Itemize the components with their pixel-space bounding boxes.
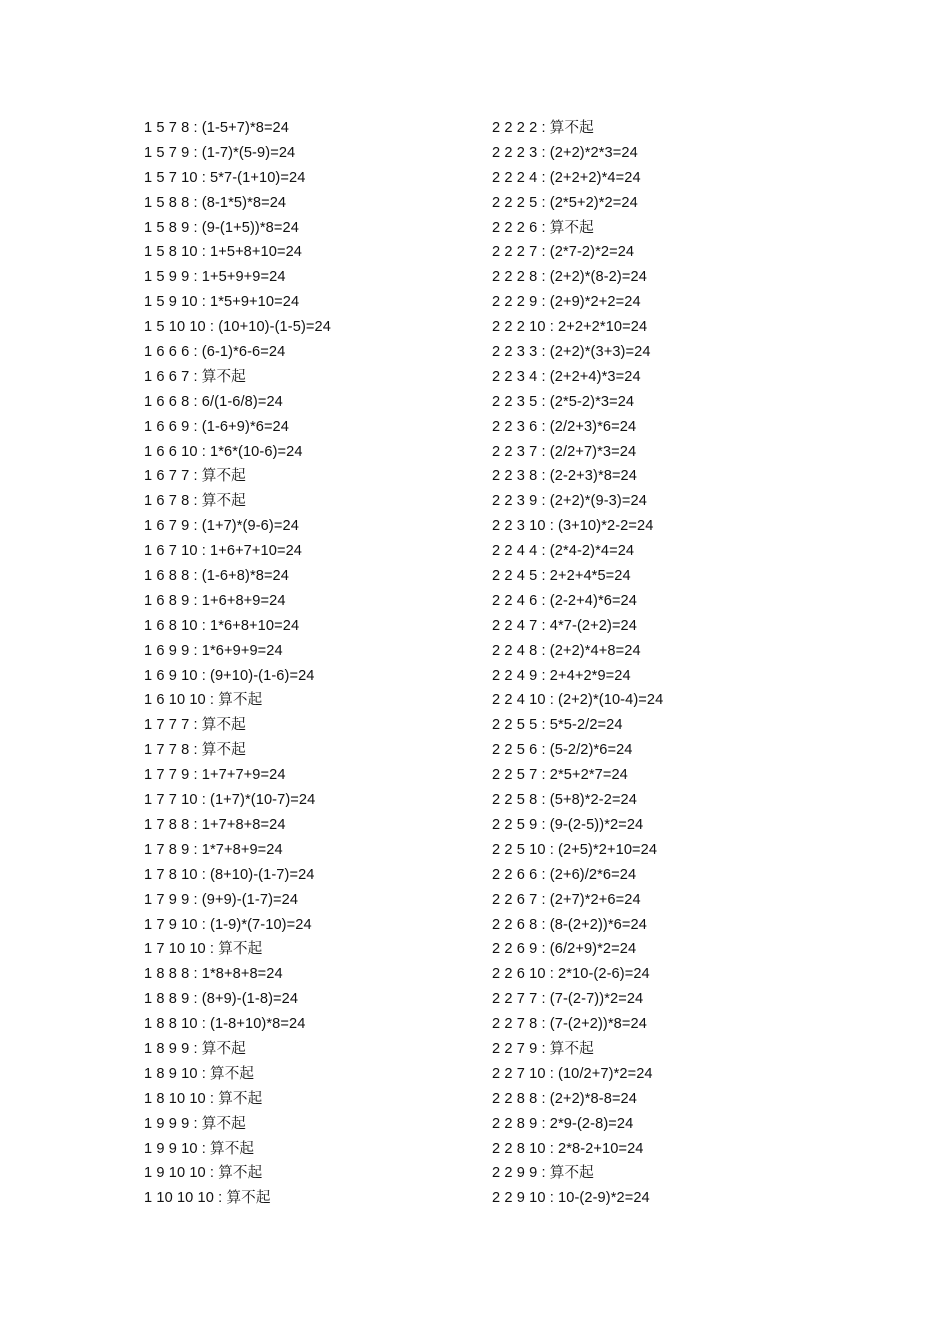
solution-line: 2 2 3 3 : (2+2)*(3+3)=24 bbox=[492, 344, 651, 361]
solution-line: 2 2 8 8 : (2+2)*8-8=24 bbox=[492, 1090, 637, 1107]
solution-line: 2 2 4 7 : 4*7-(2+2)=24 bbox=[492, 617, 637, 634]
solution-line: 2 2 6 6 : (2+6)/2*6=24 bbox=[492, 866, 637, 883]
solution-line: 1 7 8 10 : (8+10)-(1-7)=24 bbox=[144, 866, 315, 883]
solution-line: 1 9 9 10 : 算不起 bbox=[144, 1140, 255, 1157]
solution-line: 1 7 7 9 : 1+7+7+9=24 bbox=[144, 767, 286, 784]
solution-line: 2 2 3 4 : (2+2+4)*3=24 bbox=[492, 368, 641, 385]
solution-line: 2 2 6 7 : (2+7)*2+6=24 bbox=[492, 891, 641, 908]
solution-line: 2 2 5 7 : 2*5+2*7=24 bbox=[492, 767, 628, 784]
solution-line: 1 7 7 7 : 算不起 bbox=[144, 717, 246, 734]
solution-line: 2 2 2 6 : 算不起 bbox=[492, 219, 594, 236]
solution-line: 2 2 2 8 : (2+2)*(8-2)=24 bbox=[492, 269, 647, 286]
solution-line: 2 2 4 8 : (2+2)*4+8=24 bbox=[492, 642, 641, 659]
solution-line: 2 2 3 5 : (2*5-2)*3=24 bbox=[492, 393, 635, 410]
solution-line: 2 2 4 5 : 2+2+4*5=24 bbox=[492, 568, 631, 585]
solution-line: 2 2 4 6 : (2-2+4)*6=24 bbox=[492, 592, 637, 609]
solution-line: 1 5 9 9 : 1+5+9+9=24 bbox=[144, 269, 286, 286]
solution-line: 1 6 9 10 : (9+10)-(1-6)=24 bbox=[144, 667, 315, 684]
solution-line: 1 6 6 7 : 算不起 bbox=[144, 368, 246, 385]
solution-line: 2 2 9 9 : 算不起 bbox=[492, 1165, 594, 1182]
solution-line: 1 6 8 10 : 1*6+8+10=24 bbox=[144, 617, 300, 634]
solution-line: 1 7 8 8 : 1+7+8+8=24 bbox=[144, 816, 286, 833]
solution-line: 2 2 8 10 : 2*8-2+10=24 bbox=[492, 1140, 644, 1157]
solution-line: 2 2 2 10 : 2+2+2*10=24 bbox=[492, 319, 648, 336]
solution-line: 1 5 7 8 : (1-5+7)*8=24 bbox=[144, 120, 289, 136]
solution-line: 2 2 9 10 : 10-(2-9)*2=24 bbox=[492, 1190, 650, 1207]
right-column bbox=[492, 116, 822, 1211]
solution-line: 2 2 2 7 : (2*7-2)*2=24 bbox=[492, 244, 635, 261]
solution-line: 2 2 3 10 : (3+10)*2-2=24 bbox=[492, 518, 654, 535]
solution-line: 1 6 7 7 : 算不起 bbox=[144, 468, 246, 485]
solution-line: 1 9 9 9 : 算不起 bbox=[144, 1115, 246, 1132]
solution-line: 2 2 6 8 : (8-(2+2))*6=24 bbox=[492, 916, 647, 933]
solution-line: 2 2 5 9 : (9-(2-5))*2=24 bbox=[492, 816, 644, 833]
solution-line: 1 6 8 8 : (1-6+8)*8=24 bbox=[144, 568, 289, 585]
solution-line: 2 2 7 9 : 算不起 bbox=[492, 1040, 594, 1057]
solution-line: 2 2 5 6 : (5-2/2)*6=24 bbox=[492, 742, 633, 759]
solution-line: 1 7 7 8 : 算不起 bbox=[144, 742, 246, 759]
solution-line: 1 6 7 10 : 1+6+7+10=24 bbox=[144, 543, 303, 560]
solution-line: 1 5 8 8 : (8-1*5)*8=24 bbox=[144, 194, 287, 211]
solution-line: 1 8 10 10 : 算不起 bbox=[144, 1090, 263, 1107]
solution-line: 1 7 9 10 : (1-9)*(7-10)=24 bbox=[144, 916, 312, 933]
solution-line: 2 2 6 10 : 2*10-(2-6)=24 bbox=[492, 966, 650, 983]
solution-line: 1 10 10 10 : 算不起 bbox=[144, 1190, 271, 1207]
solution-line: 2 2 2 4 : (2+2+2)*4=24 bbox=[492, 169, 641, 186]
solution-line: 1 8 8 9 : (8+9)-(1-8)=24 bbox=[144, 991, 299, 1008]
left-column bbox=[144, 116, 474, 1211]
solution-line: 2 2 4 10 : (2+2)*(10-4)=24 bbox=[492, 692, 664, 709]
solution-line: 2 2 5 5 : 5*5-2/2=24 bbox=[492, 717, 623, 734]
solution-line: 2 2 5 10 : (2+5)*2+10=24 bbox=[492, 841, 658, 858]
solution-line: 2 2 2 9 : (2+9)*2+2=24 bbox=[492, 294, 641, 311]
solution-line: 2 2 2 3 : (2+2)*2*3=24 bbox=[492, 144, 638, 161]
solution-line: 1 6 6 10 : 1*6*(10-6)=24 bbox=[144, 443, 303, 460]
solution-line: 2 2 8 9 : 2*9-(2-8)=24 bbox=[492, 1115, 634, 1132]
solution-line: 1 5 7 10 : 5*7-(1+10)=24 bbox=[144, 169, 306, 186]
solution-line: 2 2 6 9 : (6/2+9)*2=24 bbox=[492, 941, 637, 958]
solution-line: 1 7 8 9 : 1*7+8+9=24 bbox=[144, 841, 283, 858]
solution-line: 2 2 4 9 : 2+4+2*9=24 bbox=[492, 667, 631, 684]
solution-line: 1 7 10 10 : 算不起 bbox=[144, 941, 263, 958]
solution-line: 1 5 8 9 : (9-(1+5))*8=24 bbox=[144, 219, 299, 236]
solution-line: 1 6 10 10 : 算不起 bbox=[144, 692, 263, 709]
solution-line: 2 2 7 8 : (7-(2+2))*8=24 bbox=[492, 1016, 647, 1033]
solution-line: 2 2 4 4 : (2*4-2)*4=24 bbox=[492, 543, 635, 560]
solution-line: 1 6 6 8 : 6/(1-6/8)=24 bbox=[144, 393, 283, 410]
solution-line: 1 8 9 9 : 算不起 bbox=[144, 1040, 246, 1057]
solution-line: 1 7 9 9 : (9+9)-(1-7)=24 bbox=[144, 891, 299, 908]
solution-line: 1 5 7 9 : (1-7)*(5-9)=24 bbox=[144, 144, 296, 161]
solution-line: 1 6 7 9 : (1+7)*(9-6)=24 bbox=[144, 518, 299, 535]
solution-line: 2 2 3 9 : (2+2)*(9-3)=24 bbox=[492, 493, 647, 510]
solution-line: 1 8 8 10 : (1-8+10)*8=24 bbox=[144, 1016, 306, 1033]
solution-line: 2 2 2 2 : 算不起 bbox=[492, 120, 594, 136]
solution-line: 1 6 8 9 : 1+6+8+9=24 bbox=[144, 592, 286, 609]
solution-line: 2 2 7 10 : (10/2+7)*2=24 bbox=[492, 1065, 653, 1082]
solution-line: 1 6 7 8 : 算不起 bbox=[144, 493, 246, 510]
solution-line: 1 6 6 6 : (6-1)*6-6=24 bbox=[144, 344, 286, 361]
solution-line: 2 2 5 8 : (5+8)*2-2=24 bbox=[492, 792, 637, 809]
solution-line: 1 8 8 8 : 1*8+8+8=24 bbox=[144, 966, 283, 983]
solution-line: 1 9 10 10 : 算不起 bbox=[144, 1165, 263, 1182]
solution-line: 2 2 7 7 : (7-(2-7))*2=24 bbox=[492, 991, 644, 1008]
solution-line: 1 6 6 9 : (1-6+9)*6=24 bbox=[144, 418, 289, 435]
solution-line: 2 2 3 7 : (2/2+7)*3=24 bbox=[492, 443, 637, 460]
solution-line: 2 2 2 5 : (2*5+2)*2=24 bbox=[492, 194, 638, 211]
solution-line: 1 7 7 10 : (1+7)*(10-7)=24 bbox=[144, 792, 316, 809]
solution-line: 2 2 3 6 : (2/2+3)*6=24 bbox=[492, 418, 637, 435]
solution-line: 2 2 3 8 : (2-2+3)*8=24 bbox=[492, 468, 637, 485]
solution-line: 1 5 8 10 : 1+5+8+10=24 bbox=[144, 244, 303, 261]
solution-line: 1 5 9 10 : 1*5+9+10=24 bbox=[144, 294, 300, 311]
solution-line: 1 5 10 10 : (10+10)-(1-5)=24 bbox=[144, 319, 331, 336]
solution-line: 1 8 9 10 : 算不起 bbox=[144, 1065, 255, 1082]
solution-line: 1 6 9 9 : 1*6+9+9=24 bbox=[144, 642, 283, 659]
